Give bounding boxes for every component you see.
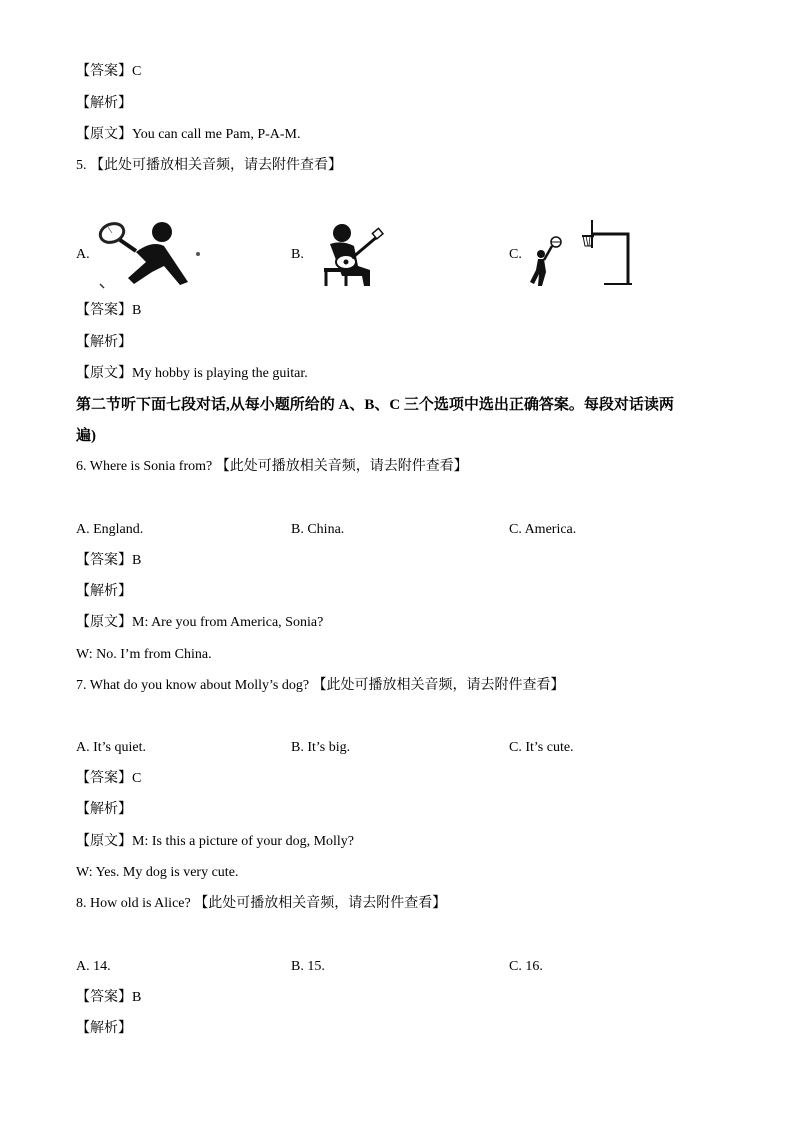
section2-heading-cont: 遍) <box>76 428 96 444</box>
q6-option-c: C. America. <box>509 522 577 537</box>
q4-transcript: 【原文】You can call me Pam, P-A-M. <box>76 127 301 142</box>
q7-transcript-2: W: Yes. My dog is very cute. <box>76 865 239 880</box>
q7-transcript-1: 【原文】M: Is this a picture of your dog, Molly? <box>76 834 355 849</box>
q7-answer: 【答案】C <box>76 771 142 786</box>
q7-option-b: B. It’s big. <box>291 740 351 755</box>
section2-heading: 第二节听下面七段对话,从每小题所给的 A、B、C 三个选项中选出正确答案。每段对话读两 <box>76 397 674 413</box>
q8-option-c: C. 16. <box>509 959 543 974</box>
q7-analysis: 【解析】 <box>76 802 132 817</box>
tennis-player-icon <box>92 218 204 290</box>
q5-analysis: 【解析】 <box>76 335 132 350</box>
q8-analysis: 【解析】 <box>76 1021 132 1036</box>
basketball-player-icon <box>526 218 634 288</box>
q5-answer: 【答案】B <box>76 303 142 318</box>
q6-transcript-2: W: No. I’m from China. <box>76 647 212 662</box>
q5-option-a-label: A. <box>76 247 90 262</box>
q5-option-b-label: B. <box>291 247 304 262</box>
guitar-player-icon <box>312 222 388 288</box>
q8-option-a: A. 14. <box>76 959 111 974</box>
q6-option-a: A. England. <box>76 522 144 537</box>
q7-title: 7. What do you know about Molly’s dog? 【此处可播放相关音频，请去附件查看】 <box>76 678 565 693</box>
q5-title: 5. 【此处可播放相关音频，请去附件查看】 <box>76 158 342 173</box>
q6-title: 6. Where is Sonia from? 【此处可播放相关音频，请去附件查看】 <box>76 459 468 474</box>
q8-answer: 【答案】B <box>76 990 142 1005</box>
q8-title: 8. How old is Alice? 【此处可播放相关音频，请去附件查看】 <box>76 896 447 911</box>
q6-analysis: 【解析】 <box>76 584 132 599</box>
q5-option-c-label: C. <box>509 247 522 262</box>
q7-option-c: C. It’s cute. <box>509 740 574 755</box>
q6-answer: 【答案】B <box>76 553 142 568</box>
q7-option-a: A. It’s quiet. <box>76 740 146 755</box>
q6-transcript-1: 【原文】M: Are you from America, Sonia? <box>76 615 324 630</box>
q4-analysis: 【解析】 <box>76 96 132 111</box>
q5-transcript: 【原文】My hobby is playing the guitar. <box>76 366 308 381</box>
q8-option-b: B. 15. <box>291 959 325 974</box>
q6-option-b: B. China. <box>291 522 345 537</box>
q4-answer: 【答案】C <box>76 64 142 79</box>
